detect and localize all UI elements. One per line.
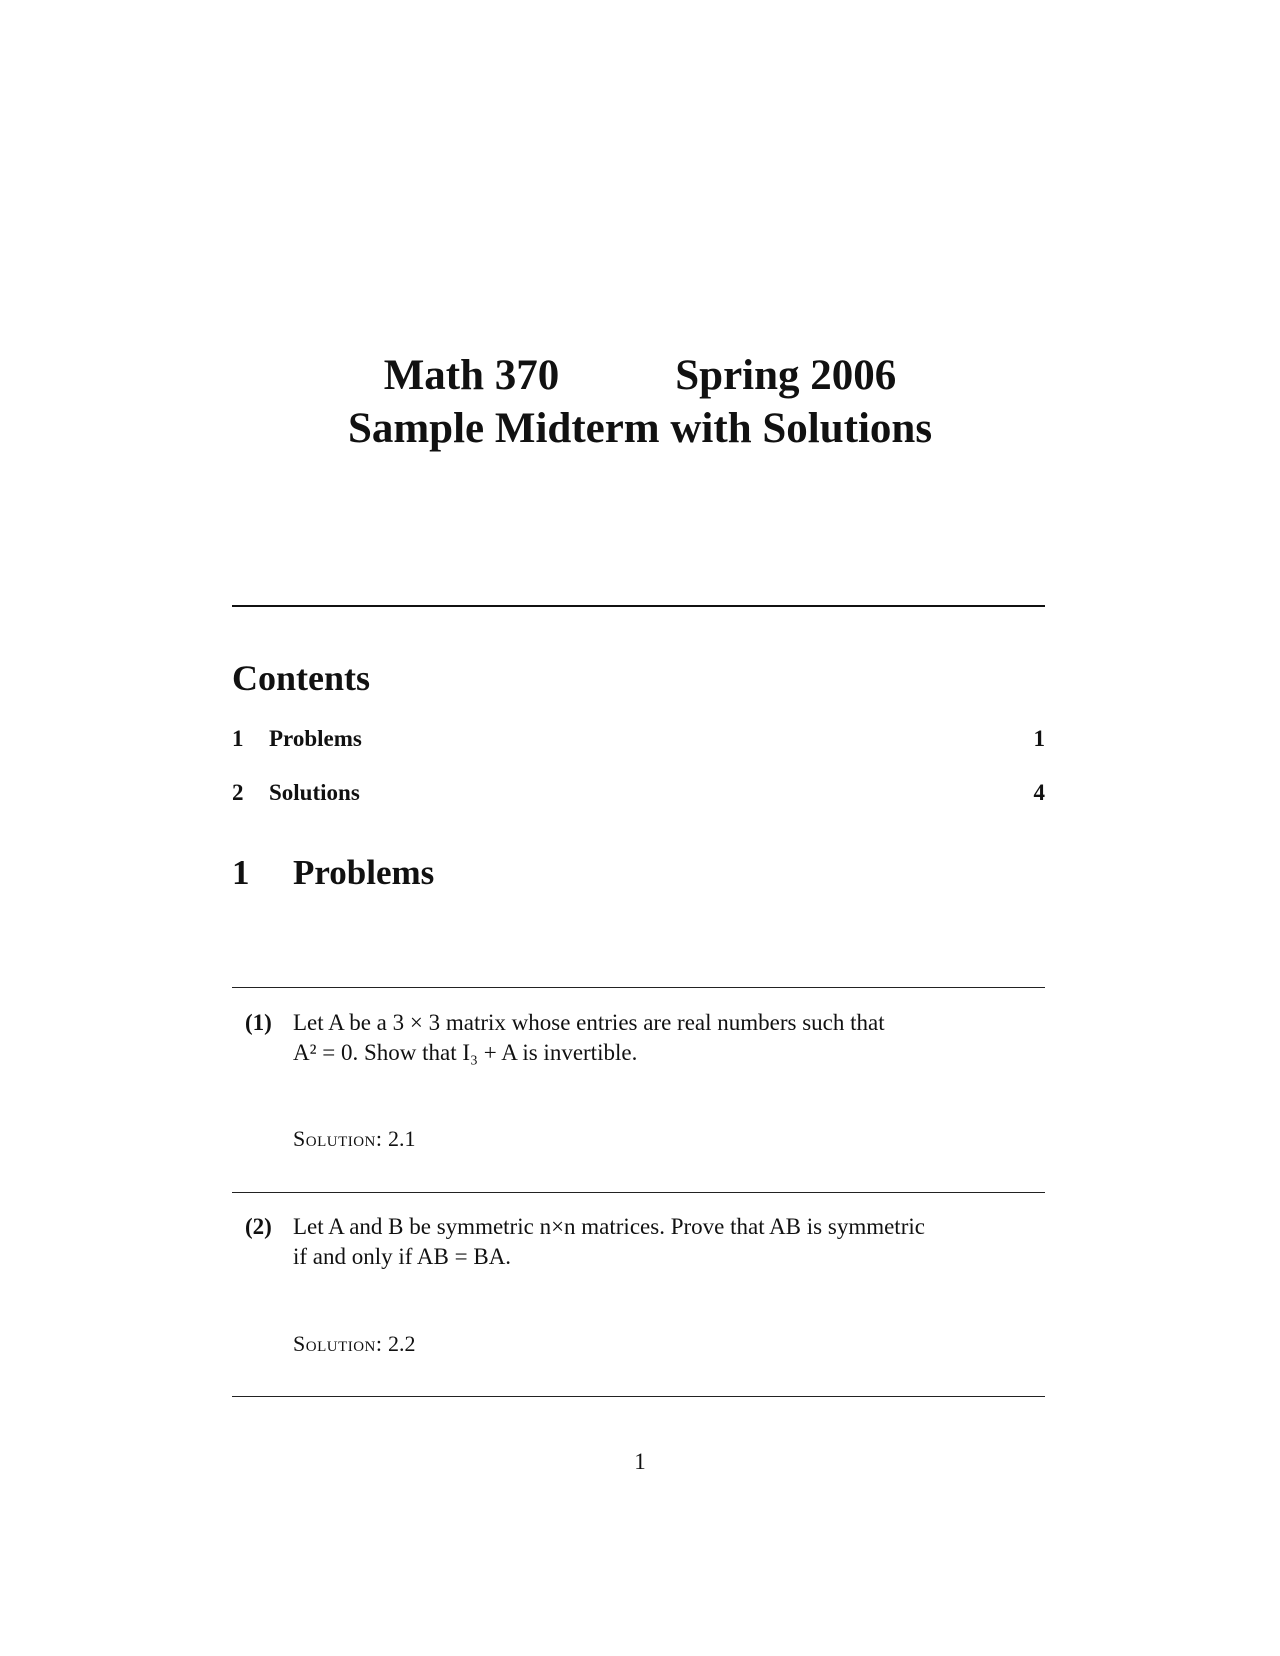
solution-link[interactable] (293, 1333, 416, 1355)
problem-text-line-2: if and only if AB = BA. (293, 1244, 512, 1269)
solution-reference: 2.1 (388, 1126, 416, 1151)
toc-entry-page: 4 (1033, 780, 1045, 805)
contents-heading: Contents (232, 658, 371, 698)
title-rule (232, 605, 1045, 607)
course-title: Math 370 (383, 352, 560, 399)
toc-entry-page: 1 (1033, 726, 1045, 751)
toc-entry-number: 1 (232, 726, 244, 751)
problem-text-line-2: A² = 0. Show that I₃ + A is invertible. (293, 1040, 638, 1065)
toc-entry-number: 2 (232, 780, 244, 805)
term-title: Spring 2006 (675, 352, 897, 399)
solution-reference: 2.2 (388, 1331, 416, 1356)
problem-divider (232, 1192, 1045, 1193)
toc-entry-label: Problems (269, 726, 362, 751)
problem-text-line-1: Let A and B be symmetric n×n matrices. Prove that AB is symmetric (293, 1214, 925, 1239)
section-number: 1 (232, 853, 250, 892)
section-heading (232, 855, 434, 890)
solution-link[interactable] (293, 1128, 416, 1150)
problem-number: (1) (245, 1010, 272, 1035)
section-title: Problems (293, 853, 435, 892)
page-number: 1 (634, 1449, 646, 1474)
toc-entry-label: Solutions (269, 780, 360, 805)
problem-divider (232, 1396, 1045, 1397)
solution-label: Solution: (293, 1126, 383, 1151)
problem-divider (232, 987, 1045, 988)
title-line-1 (0, 354, 1280, 397)
document-subtitle: Sample Midterm with Solutions (347, 405, 933, 452)
problem-number: (2) (245, 1214, 272, 1239)
problem-text-line-1: Let A be a 3 × 3 matrix whose entries are real numbers such that (293, 1010, 885, 1035)
solution-label: Solution: (293, 1331, 383, 1356)
